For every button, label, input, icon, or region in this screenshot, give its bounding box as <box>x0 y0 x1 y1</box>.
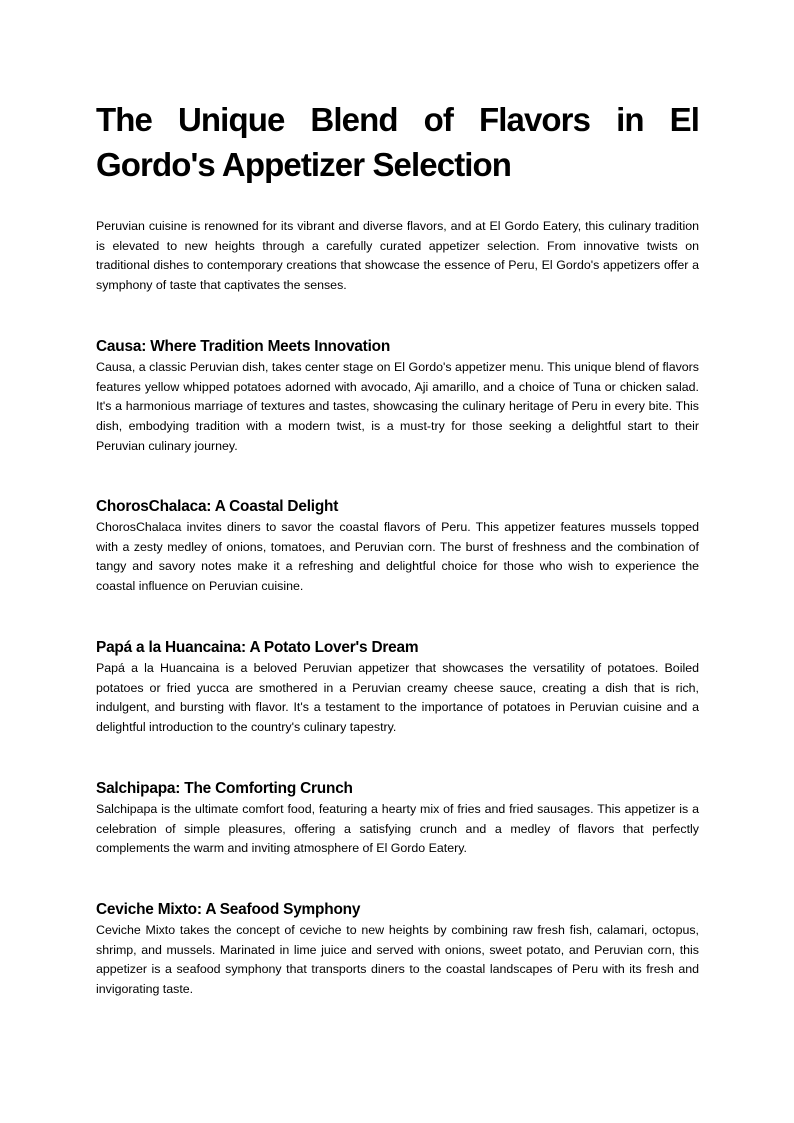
section-ceviche-mixto <box>96 899 699 1000</box>
section-body: Salchipapa is the ultimate comfort food, featuring a hearty mix of fries and fried sausages. This appetizer is a celebration of simple pleasures, offering a satisfying crunch and a medley of flavors that perfectly complements the warm and inviting atmosphere of El Gordo Eatery. <box>96 802 699 856</box>
section-choros-chalaca <box>96 496 699 597</box>
section-papa-huancaina <box>96 637 699 738</box>
section-heading: Salchipapa: The Comforting Crunch <box>96 780 353 797</box>
section-heading: Causa: Where Tradition Meets Innovation <box>96 338 391 355</box>
section-heading: Papá a la Huancaina: A Potato Lover's Dream <box>96 639 419 656</box>
section-body: ChorosChalaca invites diners to savor the coastal flavors of Peru. This appetizer features mussels topped with a zesty medley of onions, tomatoes, and Peruvian corn. The burst of freshness and the combination of tangy and savory notes make it a refreshing and delightful choice for those who wish to experience the coastal influence on Peruvian cuisine. <box>96 520 699 594</box>
section-salchipapa <box>96 778 699 859</box>
section-heading: ChorosChalaca: A Coastal Delight <box>96 498 339 515</box>
section-body: Causa, a classic Peruvian dish, takes center stage on El Gordo's appetizer menu. This unique blend of flavors features yellow whipped potatoes adorned with avocado, Aji amarillo, and a choice of Tuna or chicken salad. It's a harmonious marriage of textures and tastes, showcasing the culinary heritage of Peru in every bite. This dish, embodying tradition with a modern twist, is a must-try for those seeking a delightful start to their Peruvian culinary journey. <box>96 360 699 453</box>
section-heading: Ceviche Mixto: A Seafood Symphony <box>96 901 361 918</box>
section-body: Ceviche Mixto takes the concept of ceviche to new heights by combining raw fresh fish, calamari, octopus, shrimp, and mussels. Marinated in lime juice and served with onions, sweet potato, and Peruvian corn, this appetizer is a seafood symphony that transports diners to the coastal landscapes of Peru with its fresh and invigorating taste. <box>96 923 699 997</box>
section-body: Papá a la Huancaina is a beloved Peruvian appetizer that showcases the versatility of potatoes. Boiled potatoes or fried yucca are smothered in a Peruvian creamy cheese sauce, creating a dish that is rich, indulgent, and bursting with flavor. It's a testament to the importance of potatoes in Peruvian cuisine and a delightful introduction to the country's culinary tapestry. <box>96 661 699 735</box>
page-title: The Unique Blend of Flavors in El Gordo's Appetizer Selection <box>96 101 699 183</box>
section-causa <box>96 336 699 457</box>
intro-paragraph: Peruvian cuisine is renowned for its vibrant and diverse flavors, and at El Gordo Eatery, this culinary tradition is elevated to new heights through a carefully curated appetizer selection. From innovative twists on traditional dishes to contemporary creations that showcase the essence of Peru, El Gordo's appetizers offer a symphony of taste that captivates the senses. <box>96 219 699 292</box>
